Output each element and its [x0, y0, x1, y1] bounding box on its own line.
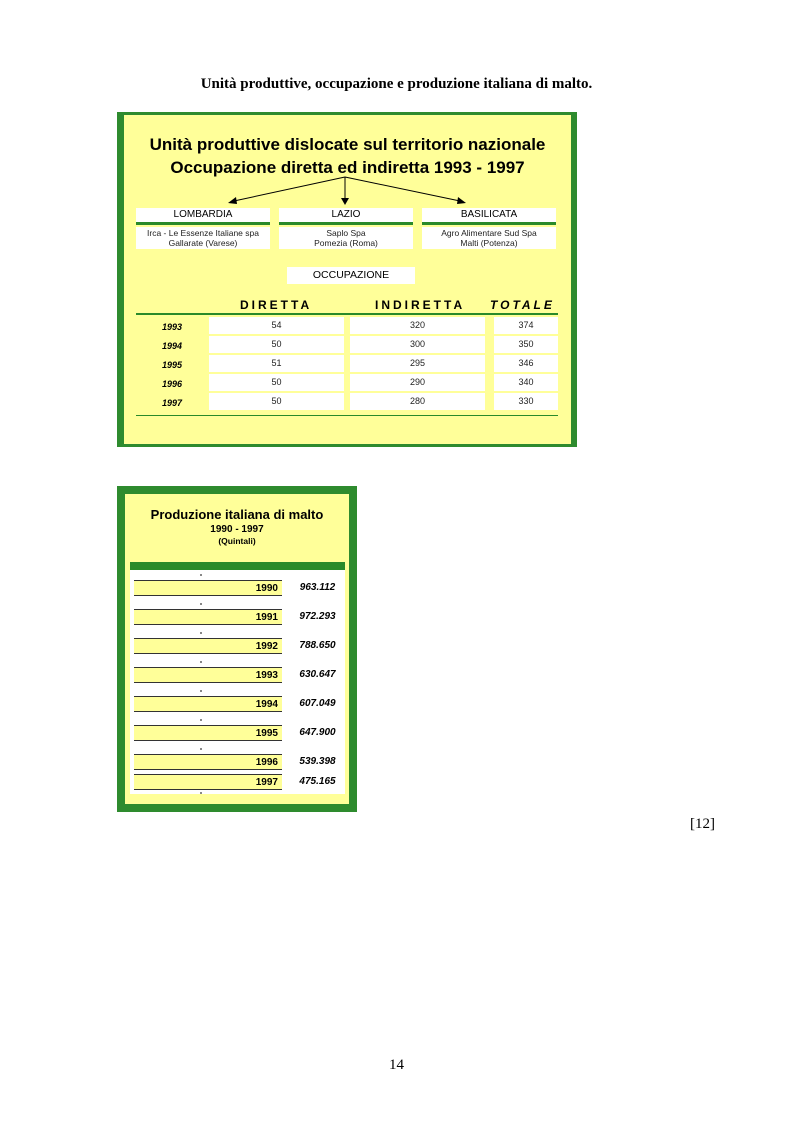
region-company-line2: Gallarate (Varese) — [168, 238, 238, 248]
row-year: 1991 — [134, 609, 282, 625]
row-year: 1993 — [162, 322, 183, 332]
col-header-diretta: DIRETTA — [240, 298, 313, 312]
row-year: 1995 — [134, 725, 282, 741]
cell-indiretta: 280 — [350, 393, 485, 410]
row-value: 972.293 — [299, 611, 336, 622]
cell-diretta: 50 — [209, 393, 344, 410]
row-year: 1992 — [134, 638, 282, 654]
region-name: LOMBARDIA — [136, 208, 270, 225]
figure1-title-line2: Occupazione diretta ed indiretta 1993 - 1997 — [170, 158, 525, 177]
cell-diretta: 54 — [209, 317, 344, 334]
cell-totale: 374 — [494, 317, 558, 334]
col-header-totale: TOTALE — [490, 298, 555, 312]
row-year: 1990 — [134, 580, 282, 596]
row-year: 1997 — [162, 398, 183, 408]
row-value: 475.165 — [299, 776, 336, 787]
figure2-unit: (Quintali) — [218, 536, 256, 546]
region-company-line2: Malti (Potenza) — [460, 238, 518, 248]
cell-diretta: 50 — [209, 336, 344, 353]
figure-production-units — [117, 112, 577, 447]
region-company — [136, 227, 270, 249]
tick-mark — [200, 792, 202, 794]
row-value: 963.112 — [299, 582, 336, 593]
tick-mark — [200, 632, 202, 634]
figure2-title-block — [125, 507, 349, 546]
tick-mark — [200, 603, 202, 605]
region-company-line1: Saplo Spa — [326, 228, 366, 238]
row-value: 539.398 — [299, 756, 336, 767]
region-company — [422, 227, 556, 249]
tick-mark — [200, 574, 202, 576]
row-value: 788.650 — [299, 640, 336, 651]
tick-mark — [200, 748, 202, 750]
page-caption: Unità produttive, occupazione e produzione italiana di malto. — [200, 76, 593, 92]
table-header-bar — [130, 562, 345, 570]
figure2-title: Produzione italiana di malto — [150, 507, 324, 522]
row-year: 1994 — [134, 696, 282, 712]
figure1-title-line1: Unità produttive dislocate sul territorio nazionale — [149, 135, 546, 154]
tick-mark — [200, 690, 202, 692]
arrows-diagram — [124, 115, 571, 215]
page-number: 14 — [389, 1057, 404, 1073]
region-lombardia — [136, 208, 270, 248]
row-year: 1994 — [162, 341, 183, 351]
header-divider — [136, 313, 558, 315]
cell-diretta: 50 — [209, 374, 344, 391]
cell-indiretta: 300 — [350, 336, 485, 353]
reference-marker: [12] — [690, 816, 715, 832]
occupazione-label: OCCUPAZIONE — [287, 267, 415, 284]
cell-totale: 340 — [494, 374, 558, 391]
cell-totale: 330 — [494, 393, 558, 410]
row-year: 1995 — [162, 360, 183, 370]
figure2-panel — [125, 494, 349, 804]
row-value: 630.647 — [299, 669, 336, 680]
cell-indiretta: 295 — [350, 355, 485, 372]
region-company-line2: Pomezia (Roma) — [314, 238, 378, 248]
cell-indiretta: 290 — [350, 374, 485, 391]
cell-totale: 350 — [494, 336, 558, 353]
row-year: 1993 — [134, 667, 282, 683]
region-name: LAZIO — [279, 208, 413, 225]
tick-mark — [200, 661, 202, 663]
region-lazio — [279, 208, 413, 248]
cell-totale: 346 — [494, 355, 558, 372]
figure-malt-production — [117, 486, 357, 812]
region-company — [279, 227, 413, 249]
tick-mark — [200, 719, 202, 721]
col-header-indiretta: INDIRETTA — [375, 298, 466, 312]
row-value: 607.049 — [299, 698, 336, 709]
row-year: 1996 — [134, 754, 282, 770]
malt-production-table — [130, 562, 345, 794]
cell-diretta: 51 — [209, 355, 344, 372]
region-company-line1: Irca - Le Essenze Italiane spa — [147, 228, 259, 238]
region-basilicata — [422, 208, 556, 248]
row-year: 1997 — [134, 774, 282, 790]
table-bottom-line — [136, 415, 558, 416]
region-company-line1: Agro Alimentare Sud Spa — [441, 228, 537, 238]
row-value: 647.900 — [299, 727, 336, 738]
row-year: 1996 — [162, 379, 183, 389]
region-name: BASILICATA — [422, 208, 556, 225]
cell-indiretta: 320 — [350, 317, 485, 334]
figure2-subtitle: 1990 - 1997 — [210, 524, 264, 535]
